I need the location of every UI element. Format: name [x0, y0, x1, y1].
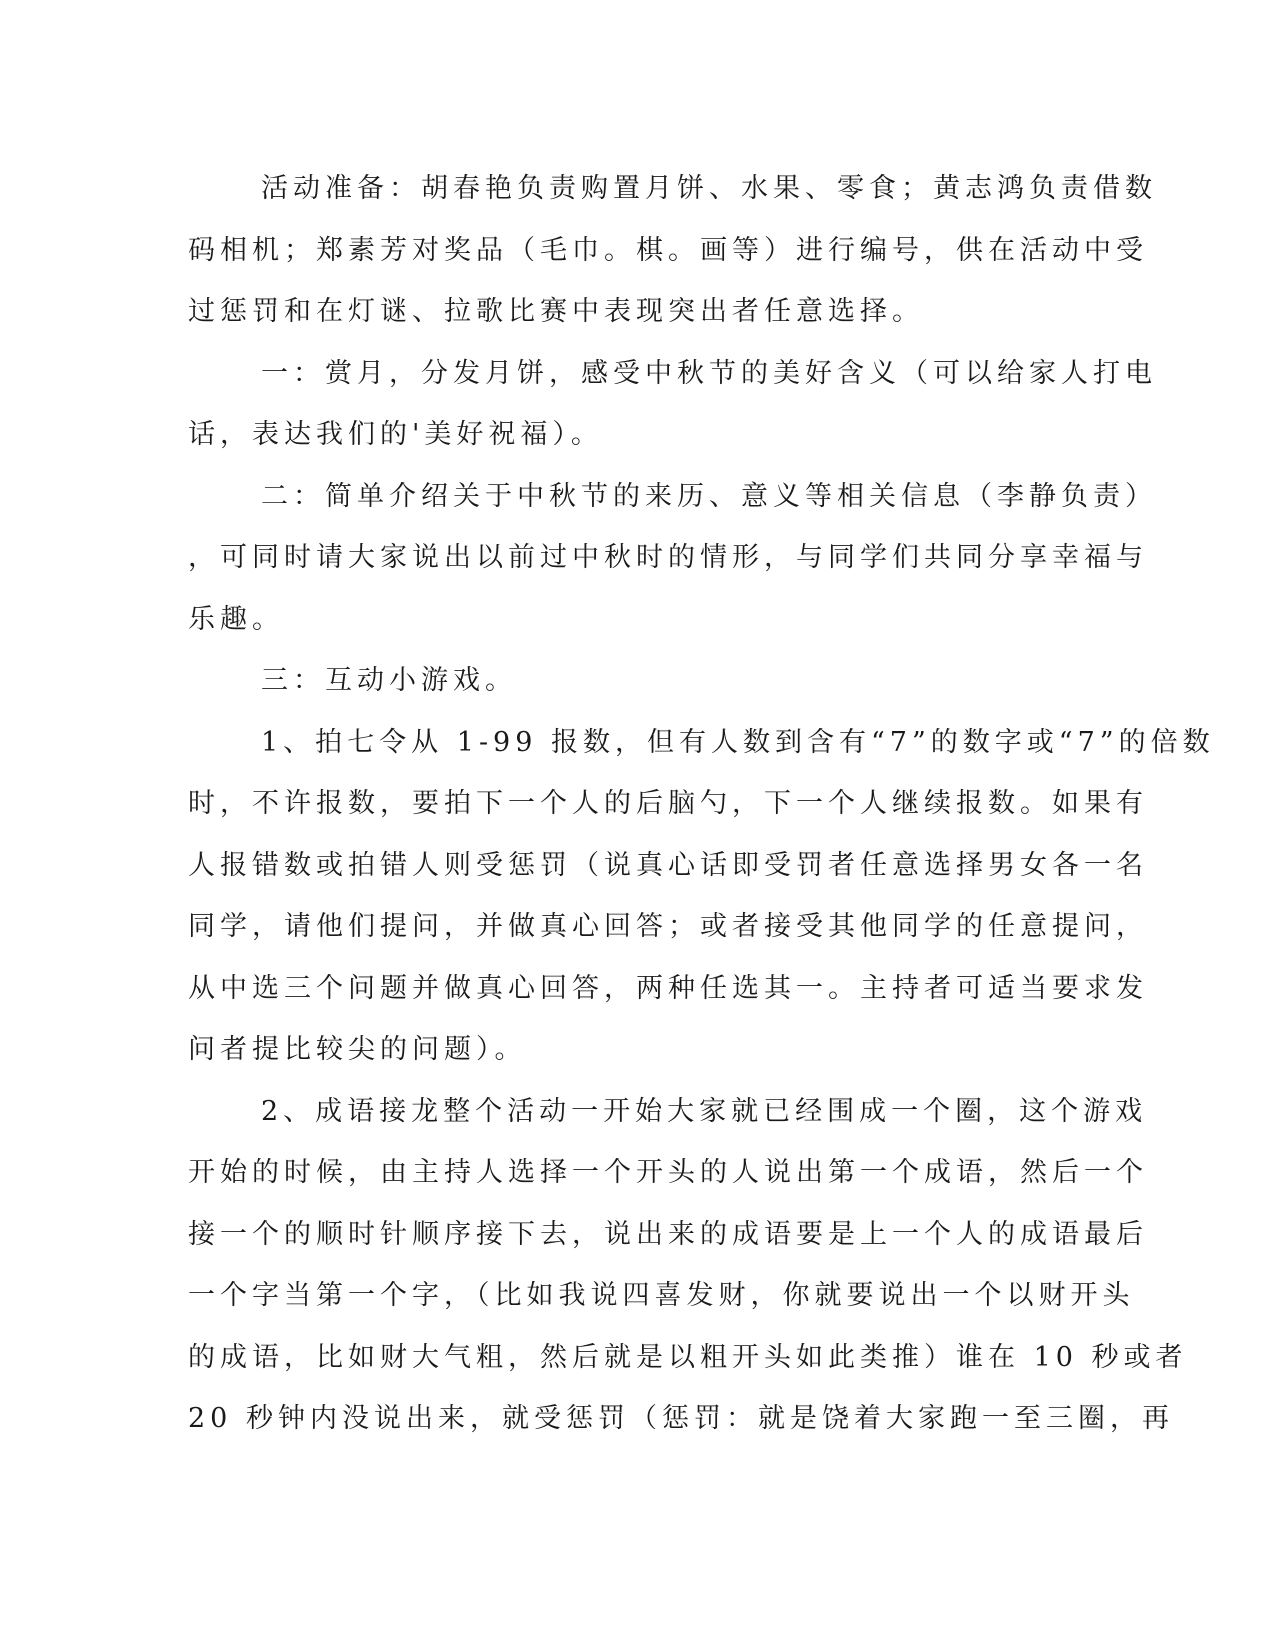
text-line-18: 接一个的顺时针顺序接下去，说出来的成语要是上一个人的成语最后: [188, 1218, 1148, 1250]
text-line-19: 一个字当第一个字，（比如我说四喜发财，你就要说出一个以财开头: [188, 1280, 1135, 1311]
text-line-20: 的成语，比如财大气粗，然后就是以粗开头如此类推）谁在 10 秒或者: [188, 1341, 1188, 1373]
text-line-10: 1、拍七令从 1-99 报数，但有人数到含有“7”的数字或“7”的倍数: [261, 726, 1215, 758]
text-line-16: 2、成语接龙整个活动一开始大家就已经围成一个圈，这个游戏: [261, 1095, 1148, 1127]
text-line-11: 时，不许报数，要拍下一个人的后脑勺，下一个人继续报数。如果有: [188, 788, 1148, 819]
text-line-15: 问者提比较尖的问题）。: [188, 1034, 527, 1065]
text-line-9: 三：互动小游戏。: [261, 665, 517, 696]
text-line-21: 20 秒钟内没说出来，就受惩罚（惩罚：就是饶着大家跑一至三圈，再: [188, 1403, 1174, 1434]
text-line-3: 过惩罚和在灯谜、拉歌比赛中表现突出者任意选择。: [188, 296, 924, 327]
text-line-4: 一：赏月，分发月饼，感受中秋节的美好含义（可以给家人打电: [261, 357, 1157, 389]
text-line-6: 二：简单介绍关于中秋节的来历、意义等相关信息（李静负责）: [261, 480, 1157, 512]
text-line-2: 码相机；郑素芳对奖品（毛巾。棋。画等）进行编号，供在活动中受: [188, 234, 1148, 266]
text-line-14: 从中选三个问题并做真心回答，两种任选其一。主持者可适当要求发: [188, 972, 1148, 1004]
text-line-17: 开始的时候，由主持人选择一个开头的人说出第一个成语，然后一个: [188, 1157, 1148, 1188]
text-line-13: 同学，请他们提问，并做真心回答；或者接受其他同学的任意提问，: [188, 911, 1148, 942]
text-line-8: 乐趣。: [188, 603, 284, 635]
text-line-1: 活动准备：胡春艳负责购置月饼、水果、零食；黄志鸿负责借数: [261, 173, 1157, 204]
text-line-7: ，可同时请大家说出以前过中秋时的情形，与同学们共同分享幸福与: [188, 542, 1148, 573]
text-line-5: 话，表达我们的'美好祝福）。: [188, 419, 603, 450]
text-line-12: 人报错数或拍错人则受惩罚（说真心话即受罚者任意选择男女各一名: [188, 849, 1148, 881]
document-body: [188, 158, 1215, 1450]
